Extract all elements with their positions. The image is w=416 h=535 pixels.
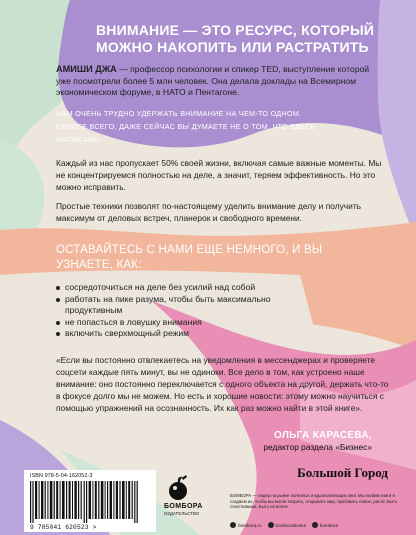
social-vk-label: bomborabooks	[275, 522, 306, 528]
publisher-name: БОМБОРА	[164, 503, 203, 510]
benefit-item-4: включить сверхмощный режим	[56, 328, 296, 340]
publisher-description: БОМБОРА — лидер на рынке полезных и вдохновляющих книг. Мы любим книги и создаем их, чтобы вы могли творить, открывать мир, пробовать новое, расти. Быть счастливыми. Быть на волне.	[230, 493, 398, 510]
body-paragraph-2: Простые техники позволят по-настоящему уделить внимание делу и получить максимум от деловых встреч, планерок и свободного времени.	[56, 201, 362, 223]
bombora-logo-icon	[165, 474, 191, 502]
author-paragraph	[56, 64, 386, 99]
reviewer-name: ОЛЬГА КАРАСЕВА,	[274, 430, 372, 441]
review-quote: «Если вы постоянно отвлекаетесь на уведомления в мессенджерах и проверяете соцсети каждые пять минут, вы не одиноки. Все дело в том, как устроено наше внимание: оно постоянно переключается с одного объекта на другой, держать что-то в фокусе долго мы не можем. Но есть и хорошие новости: этому можно научиться с помощью упражнений на осознанность. Их как раз можно найти в этой книге».	[56, 355, 389, 413]
publisher-tagline: ИЗДАТЕЛЬСТВО	[164, 511, 200, 516]
social-other-label: bombora	[319, 522, 339, 528]
barcode-icon	[30, 481, 150, 523]
social-icon	[312, 522, 318, 528]
social-other[interactable]	[312, 522, 338, 528]
benefit-item-2: работать на пике разума, чтобы быть максимально продуктивным	[56, 294, 296, 317]
author-bio: — профессор психологии и спикер TED, выступление которой уже посмотрели более 5 млн человек. Она делала доклады на Всемирном экономическом форуме, в НАТО и Пентагоне.	[56, 64, 370, 98]
globe-icon	[230, 522, 236, 528]
body-paragraph-1: Каждый из нас пропускает 50% своей жизни, включая самые важные моменты. Мы не концентрируемся полностью на деле, а значит, теряем эффективность. Но это можно исправить.	[56, 158, 382, 192]
publication-logo: Большой Город	[297, 465, 388, 480]
benefit-item-1: сосредоточиться на деле без усилий над собой	[56, 282, 296, 294]
social-site[interactable]	[230, 522, 262, 528]
isbn-text: ISBN 978-5-04-162052-3	[30, 473, 93, 479]
headline: ВНИМАНИЕ — ЭТО РЕСУРС, КОТОРЫЙ МОЖНО НАКОПИТЬ ИЛИ РАСТРАТИТЬ	[96, 22, 375, 55]
benefit-item-3: не попасться в ловушку внимания	[56, 317, 296, 329]
social-vk[interactable]	[268, 522, 306, 528]
subhead: ОСТАВАЙТЕСЬ С НАМИ ЕЩЕ НЕМНОГО, И ВЫ УЗНАЕТЕ, КАК:	[56, 244, 323, 271]
social-site-label: bombora.ru	[238, 522, 262, 528]
author-name: АМИШИ ДЖА	[56, 64, 117, 74]
benefit-list	[56, 282, 296, 340]
publisher-socials	[230, 522, 338, 528]
vk-icon	[268, 522, 274, 528]
barcode-number: 9 785041 620523 >	[30, 524, 97, 531]
reviewer-role: редактор раздела «Бизнес»	[263, 442, 372, 452]
callout-text: НАМ ОЧЕНЬ ТРУДНО УДЕРЖАТЬ ВНИМАНИЕ НА ЧЕМ-ТО ОДНОМ. СКОРЕЕ ВСЕГО, ДАЖЕ СЕЙЧАС ВЫ ДУМАЕТЕ НЕ О ТОМ, ЧТО ЗДЕСЬ НАПИСАНО.	[56, 109, 316, 144]
